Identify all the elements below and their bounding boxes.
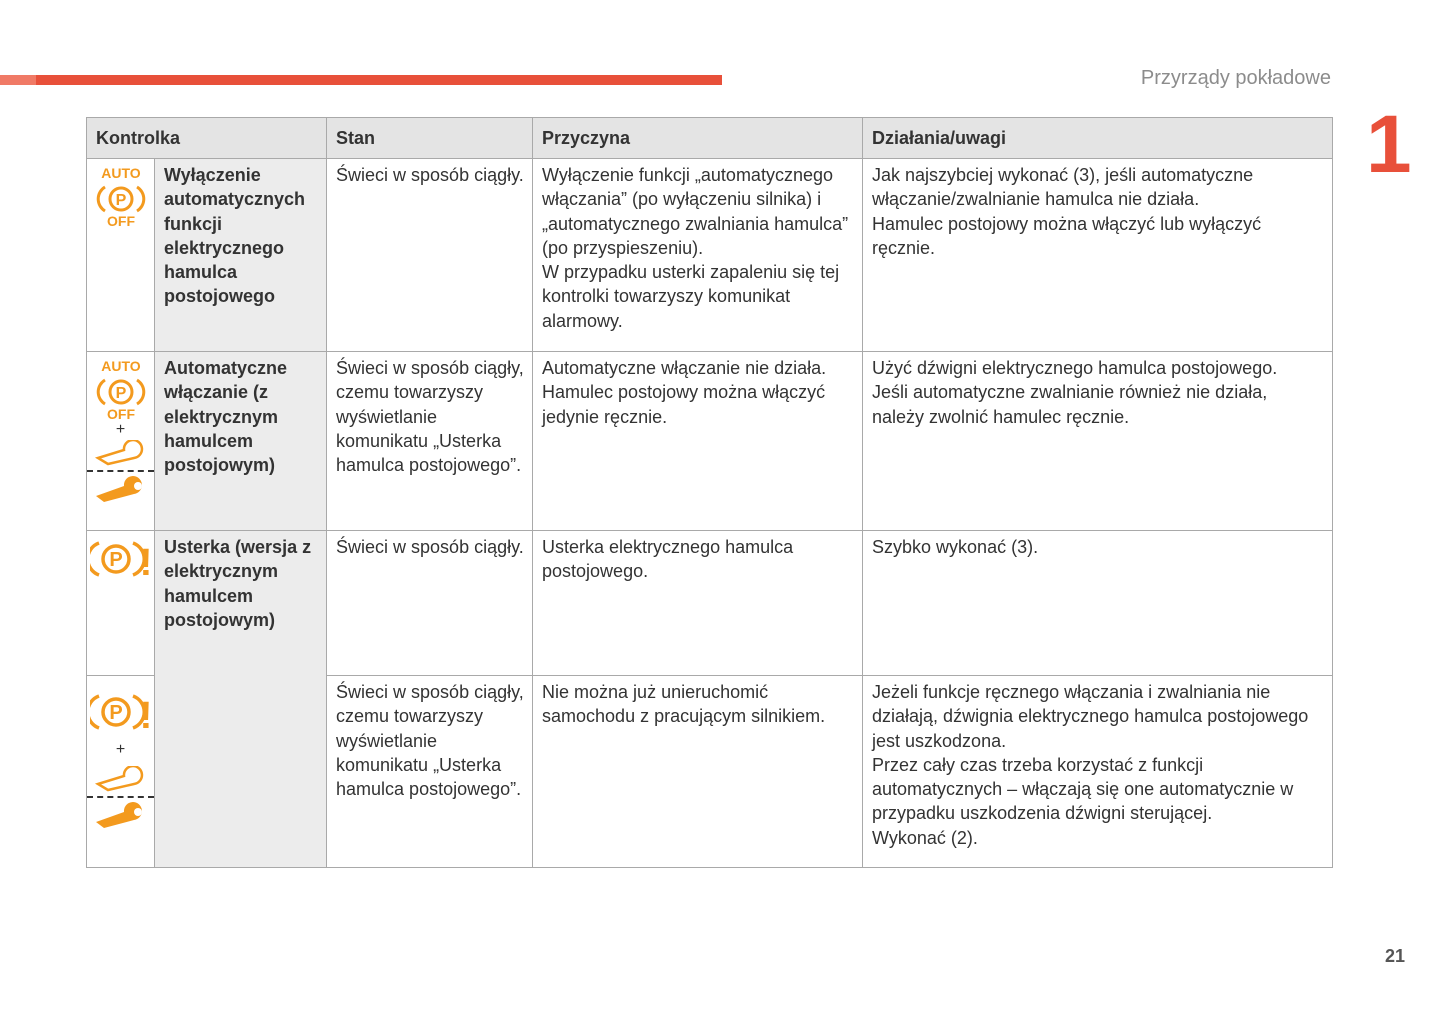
stan-cell: Świeci w sposób ciągły, czemu towarzyszy wyświetlanie komunikatu „Usterka hamulca postojowego”. <box>327 352 533 531</box>
dzialania-cell: Szybko wykonać (3). <box>863 531 1333 676</box>
indicator-cell <box>87 531 155 676</box>
brake-fault-icon <box>90 690 152 734</box>
przyczyna-cell: Usterka elektrycznego hamulca postojowego. <box>533 531 863 676</box>
table-header-row <box>87 118 1333 159</box>
svg-text:P: P <box>115 385 126 402</box>
przyczyna-cell: Automatyczne włączanie nie działa. Hamulec postojowy można włączyć jedynie ręcznie. <box>533 352 863 531</box>
plus-sign: + <box>115 421 126 438</box>
dzialania-cell: Jeżeli funkcje ręcznego włączania i zwalniania nie działają, dźwignia elektrycznego hamulca postojowego jest uszkodzona. Przez cały czas trzeba korzystać z funkcji automatycznych – włączają się one automatycznie w przypadku uszkodzenia dźwigni sterującej. Wykonać (2). <box>863 676 1333 868</box>
svg-text:!: ! <box>139 695 152 734</box>
table-row <box>87 352 1333 531</box>
indicator-cell <box>87 159 155 352</box>
przyczyna-cell: Wyłączenie funkcji „automatycznego włączania” (po wyłączeniu silnika) i „automatycznego zwalniania hamulca” (po przyspieszeniu). W przypadku usterki zapaleniu się tej kontrolki towarzyszy komunikat alarmowy. <box>533 159 863 352</box>
svg-text:AUTO: AUTO <box>100 165 141 181</box>
warning-lights-table <box>86 117 1333 868</box>
header-stan: Stan <box>327 118 533 159</box>
wrench-outline-icon <box>94 766 148 794</box>
dzialania-cell: Jak najszybciej wykonać (3), jeśli automatyczne włączanie/zwalnianie hamulca nie działa. Hamulec postojowy można włączyć lub wyłączyć ręcznie. <box>863 159 1333 352</box>
przyczyna-cell: Nie można już unieruchomić samochodu z pracującym silnikiem. <box>533 676 863 868</box>
wrench-filled-icon <box>94 476 148 502</box>
page-number: 21 <box>1384 946 1405 966</box>
auto-p-off-icon <box>95 358 147 420</box>
auto-p-off-icon <box>95 165 147 227</box>
svg-text:P: P <box>115 192 126 209</box>
indicator-cell <box>87 676 155 868</box>
chapter-number: 1 <box>1366 99 1412 190</box>
section-title: Przyrządy pokładowe <box>1140 67 1331 89</box>
stan-cell: Świeci w sposób ciągły, czemu towarzyszy wyświetlanie komunikatu „Usterka hamulca postojowego”. <box>327 676 533 868</box>
plus-sign: + <box>115 741 126 758</box>
wrench-outline-icon <box>94 440 148 468</box>
brake-fault-icon <box>90 537 152 581</box>
dashed-divider <box>87 470 154 472</box>
header-accent-bar <box>0 75 722 85</box>
header-dzialania: Działania/uwagi <box>863 118 1333 159</box>
indicator-cell <box>87 352 155 531</box>
svg-text:AUTO: AUTO <box>100 358 141 374</box>
table-row <box>87 531 1333 676</box>
svg-text:OFF: OFF <box>106 406 135 420</box>
svg-text:OFF: OFF <box>106 213 135 227</box>
header-przyczyna: Przyczyna <box>533 118 863 159</box>
svg-text:P: P <box>108 702 123 724</box>
stan-cell: Świeci w sposób ciągły. <box>327 531 533 676</box>
wrench-filled-icon <box>94 802 148 828</box>
header-kontrolka: Kontrolka <box>87 118 327 159</box>
table-row <box>87 159 1333 352</box>
indicator-name: Usterka (wersja z elektrycznym hamulcem postojowym) <box>155 531 327 868</box>
dashed-divider <box>87 796 154 798</box>
svg-text:P: P <box>108 549 123 571</box>
indicator-name: Wyłączenie automatycznych funkcji elektrycznego hamulca postojowego <box>155 159 327 352</box>
svg-text:!: ! <box>139 542 152 581</box>
indicator-name: Automatyczne włączanie (z elektrycznym hamulcem postojowym) <box>155 352 327 531</box>
stan-cell: Świeci w sposób ciągły. <box>327 159 533 352</box>
dzialania-cell: Użyć dźwigni elektrycznego hamulca postojowego. Jeśli automatyczne zwalnianie również nie działa, należy zwolnić hamulec ręcznie. <box>863 352 1333 531</box>
